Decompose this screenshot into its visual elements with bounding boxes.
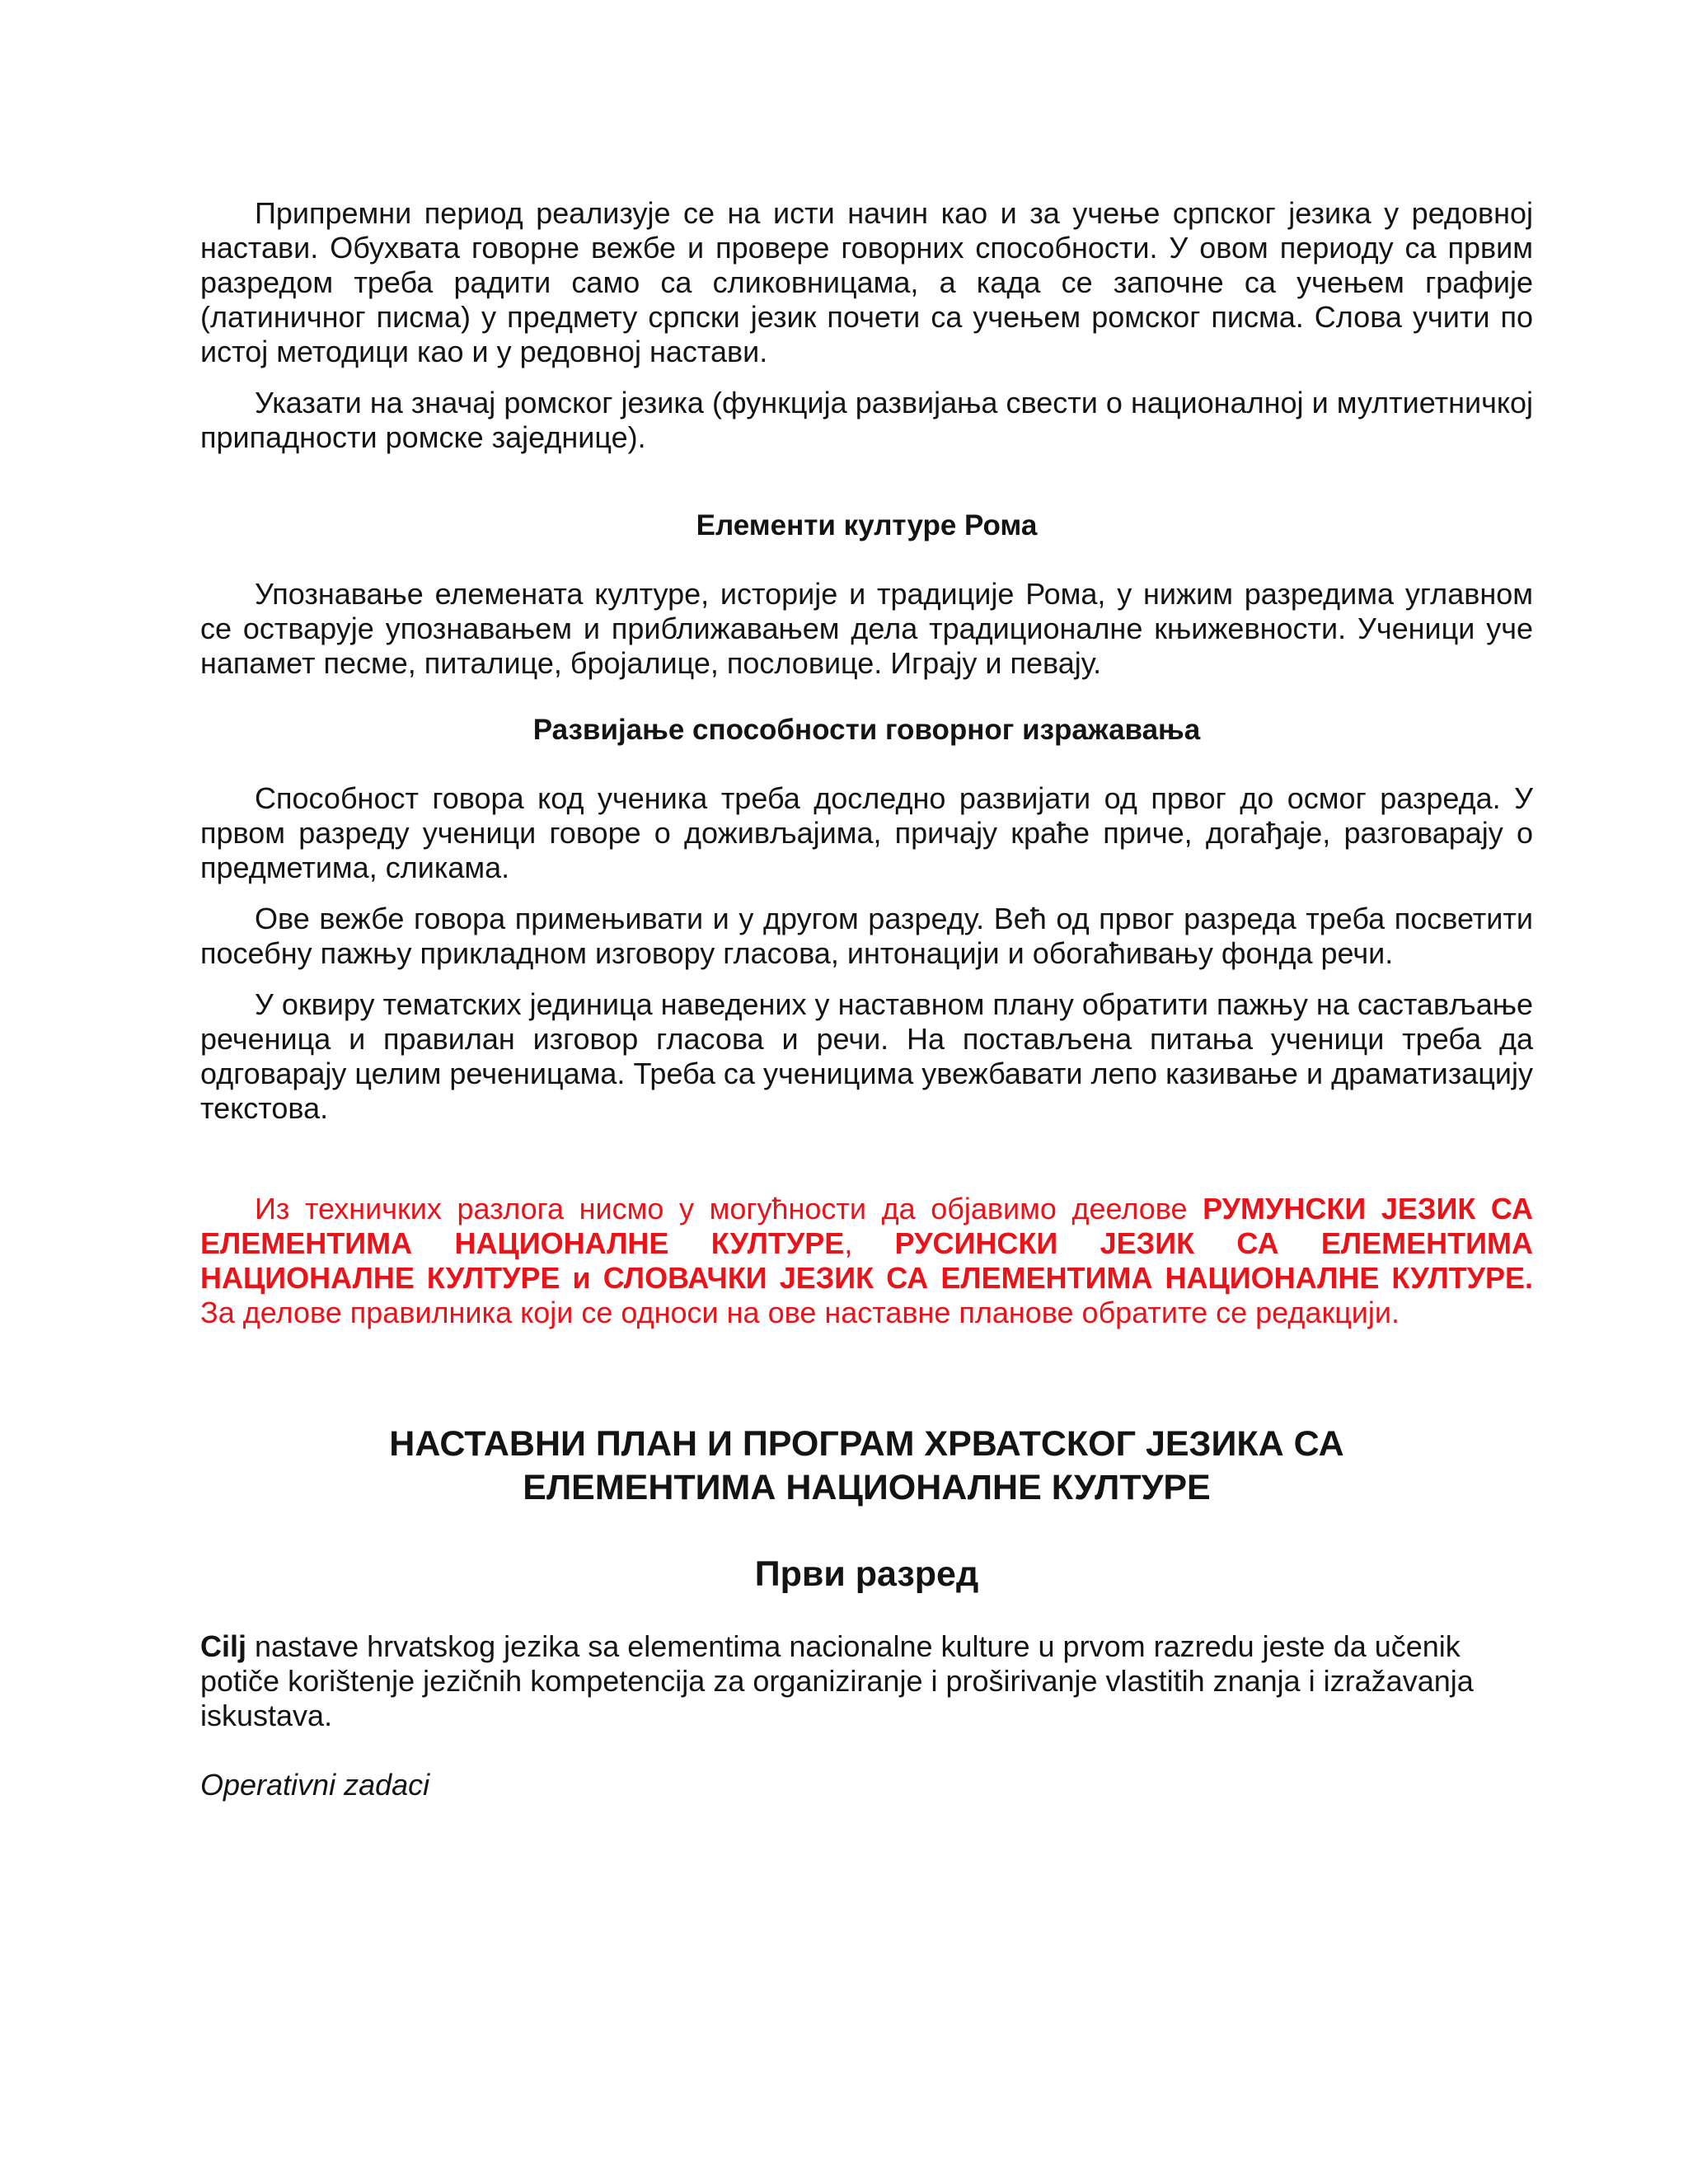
paragraph-culture-elements: Упознавање елемената културе, историје и традиције Рома, у нижим разредима углавном се остварује упознавањем и приближавањем дела традиционалне књижевности. Ученици уче напамет песме, питалице, бројалице, пословице. Играју и певају. bbox=[200, 577, 1533, 680]
goal-text: nastave hrvatskog jezika sa elementima nacionalne kulture u prvom razredu jeste da učenik potiče korištenje jezičnih kompetencija za organiziranje i proširivanje vlastitih znanja i izražavanja iskustava. bbox=[200, 1629, 1474, 1732]
heading-speech-skills: Развијање способности говорног изражавања bbox=[532, 714, 1201, 746]
main-title-line-2: ЕЛЕМЕНТИМА НАЦИОНАЛНЕ КУЛТУРЕ bbox=[523, 1468, 1211, 1507]
goal-label: Cilj bbox=[200, 1629, 247, 1663]
operative-tasks-heading: Operativni zadaci bbox=[200, 1768, 430, 1802]
heading-roma-culture: Елементи културе Рома bbox=[696, 509, 1038, 541]
grade-title: Први разред bbox=[754, 1554, 979, 1594]
notice-romanian-language: РУМУНСКИ ЈЕЗИК СА ЕЛЕМЕНТИМА НАЦИОНАЛНЕ КУЛТУРЕ bbox=[200, 1192, 1533, 1260]
notice-text-start: Из техничких разлога нисмо у могућности да објавимо деелове bbox=[255, 1192, 1203, 1226]
paragraph-thematic-units: У оквиру тематских јединица наведених у наставном плану обратити пажњу на састављање реченица и правилан изговор гласова и речи. На постављена питања ученици треба да одговарају целим реченицама. Треба са ученицима увежбавати лепо казивање и драматизацију текстова. bbox=[200, 987, 1533, 1125]
main-title-line-1: НАСТАВНИ ПЛАН И ПРОГРАМ ХРВАТСКОГ ЈЕЗИКА СА bbox=[389, 1424, 1344, 1464]
main-title bbox=[200, 1422, 1533, 1510]
notice-rusyn-slovak-language: РУСИНСКИ ЈЕЗИК СА ЕЛЕМЕНТИМА НАЦИОНАЛНЕ КУЛТУРЕ и СЛОВАЧКИ ЈЕЗИК СА ЕЛЕМЕНТИМА НАЦИОНАЛНЕ КУЛТУРЕ. bbox=[200, 1226, 1533, 1295]
paragraph-romani-significance: Указати на значај ромског језика (функција развијања свести о националној и мултиетничкој припадности ромске заједнице). bbox=[200, 386, 1533, 454]
notice-comma: , bbox=[844, 1226, 895, 1260]
paragraph-preparatory-period: Припремни период реализује се на исти начин као и за учење српског језика у редовној настави. Обухвата говорне вежбе и провере говорних способности. У овом периоду са првим разредом треба радити само са сликовницама, а када се започне са учењем графије (латиничног писма) у предмету српски језик почети са учењем ромског писма. Слова учити по истој методици као и у редовној настави. bbox=[200, 196, 1533, 368]
notice-text-end: За делове правилника који се односи на ове наставне планове обратите се редакцији. bbox=[200, 1296, 1400, 1329]
paragraph-goal bbox=[200, 1629, 1533, 1733]
notice-technical-reasons bbox=[200, 1192, 1533, 1330]
document-body bbox=[200, 196, 1533, 1802]
paragraph-speech-exercises: Ове вежбе говора примењивати и у другом разреду. Већ од првог разреда треба посветити посебну пажњу прикладном изговору гласова, интонацији и обогаћивању фонда речи. bbox=[200, 902, 1533, 970]
paragraph-speech-ability: Способност говора код ученика треба доследно развијати од првог до осмог разреда. У првом разреду ученици говоре о доживљајима, причају краће приче, догађаје, разговарају о предметима, сликама. bbox=[200, 781, 1533, 884]
